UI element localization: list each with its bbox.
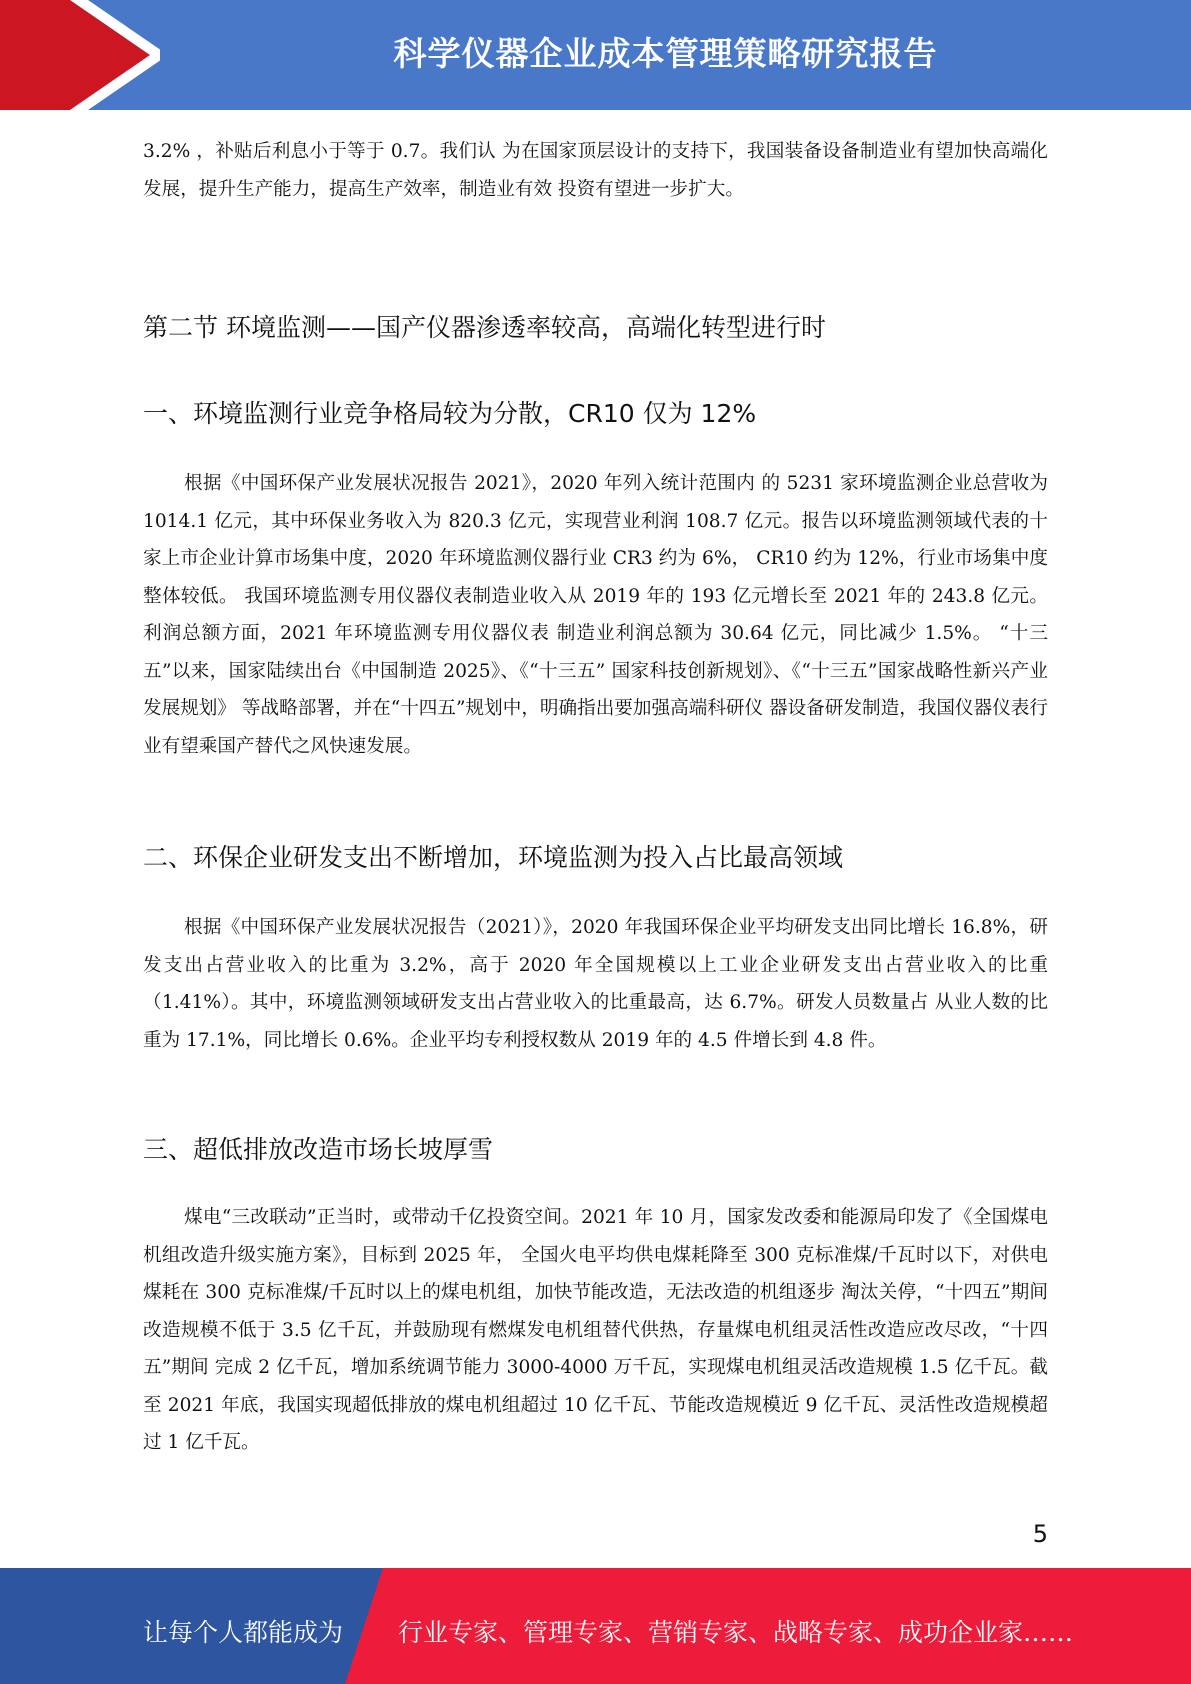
section-title: 第二节 环境监测——国产仪器渗透率较高，高端化转型进行时	[143, 313, 826, 342]
footer-slogan-left: 让每个人都能成为	[143, 1618, 344, 1647]
subsection-paragraph-1: 根据《中国环保产业发展状况报告 2021》，2020 年列入统计范围内 的 5231 家环境监测企业总营收为 1014.1 亿元，其中环保业务收入为 820.3 亿元，实现营业利润 108.7 亿元。报告以环境监测领域代表的十 家上市企业计算市场集中度，2020 年环境监测仪器行业 CR3 约为 6%， CR10 约为 12%，行业市场集中度整体较低。 我国环境监测专用仪器仪表制造业收入从 2019 年的 193 亿元增长至 2021 年的 243.8 亿元。利润总额方面，2021 年环境监测专用仪器仪表 制造业利润总额为 30.64 亿元，同比减少 1.5%。 “十三五”以来，国家陆续出台《中国制造 2025》、《“十三五” 国家科技创新规划》、《“十三五”国家战略性新兴产业发展规划》 等战略部署，并在“十四五”规划中，明确指出要加强高端科研仪 器设备研发制造，我国仪器仪表行业有望乘国产替代之风快速发展。	[143, 473, 1048, 757]
subsection-title-2: 二、环保企业研发支出不断增加，环境监测为投入占比最高领域	[143, 843, 844, 872]
subsection-body-2	[143, 909, 1048, 1059]
subsection-paragraph-3: 煤电“三改联动”正当时，或带动千亿投资空间。2021 年 10 月，国家发改委和能源局印发了《全国煤电机组改造升级实施方案》，目标到 2025 年， 全国火电平均供电煤耗降至 300 克标准煤/千瓦时以下，对供电煤耗在 300 克标准煤/千瓦时以上的煤电机组，加快节能改造，无法改造的机组逐步 淘汰关停，“十四五”期间改造规模不低于 3.5 亿千瓦，并鼓励现有燃煤发电机组替代供热，存量煤电机组灵活性改造应改尽改，“十四五”期间 完成 2 亿千瓦，增加系统调节能力 3000-4000 万千瓦，实现煤电机组灵活改造规模 1.5 亿千瓦。截至 2021 年底，我国实现超低排放的煤电机组超过 10 亿千瓦、节能改造规模近 9 亿千瓦、灵活性改造规模超过 1 亿千瓦。	[143, 1207, 1048, 1453]
footer-slogan-right: 行业专家、管理专家、营销专家、战略专家、成功企业家……	[398, 1618, 1074, 1647]
subsection-body-3	[143, 1199, 1048, 1462]
subsection-paragraph-2: 根据《中国环保产业发展状况报告（2021）》，2020 年我国环保企业平均研发支出同比增长 16.8%，研发支出占营业收入的比重为 3.2%，高于 2020 年全国规模以上工业企业研发支出占营业收入的比重（1.41%）。其中，环境监测领域研发支出占营业收入的比重最高，达 6.7%。研发人员数量占 从业人数的比重为 17.1%，同比增长 0.6%。企业平均专利授权数从 2019 年的 4.5 件增长到 4.8 件。	[143, 917, 1048, 1051]
subsection-body-1	[143, 465, 1048, 765]
subsection-title-3: 三、超低排放改造市场长坡厚雪	[143, 1135, 494, 1164]
page-number: 5	[1032, 1520, 1048, 1548]
subsection-title-1: 一、环境监测行业竞争格局较为分散，CR10 仅为 12%	[143, 399, 757, 428]
intro-block	[143, 133, 1048, 208]
report-title: 科学仪器企业成本管理策略研究报告	[393, 34, 938, 73]
intro-paragraph: 3.2% ，补贴后利息小于等于 0.7。我们认 为在国家顶层设计的支持下，我国装备设备制造业有望加快高端化发展，提升生产能力，提高生产效率，制造业有效 投资有望进一步扩大。	[143, 141, 1048, 200]
